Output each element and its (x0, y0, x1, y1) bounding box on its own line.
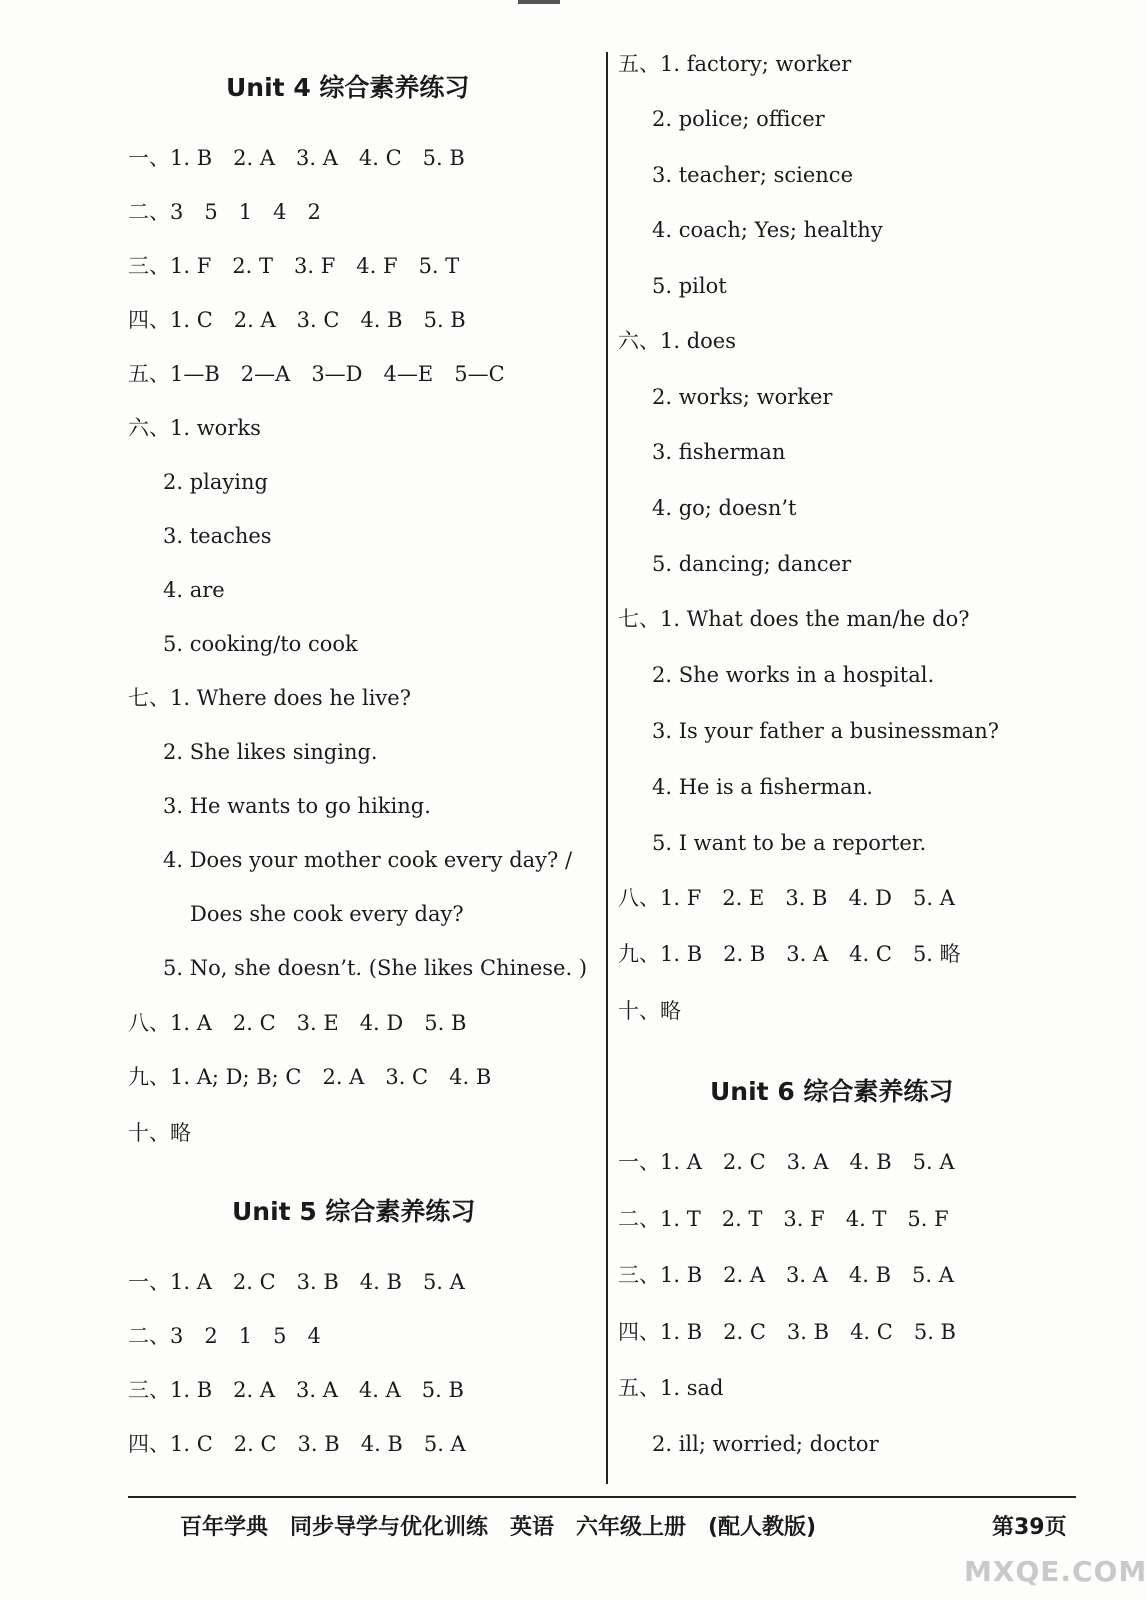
watermark: MXQE.COM (964, 1555, 1147, 1588)
unit5-answer-line: 3. Is your father a businessman? (652, 719, 999, 743)
unit5-answer-line: 4. He is a fisherman. (652, 775, 873, 799)
unit6-title: Unit 6 综合素养练习 (710, 1077, 954, 1106)
unit4-answer-line: 5. cooking/to cook (163, 632, 358, 656)
unit6-answer-line: 四、1. B 2. C 3. B 4. C 5. B (618, 1320, 956, 1344)
unit4-answer-line: 2. playing (163, 470, 268, 494)
unit4-answer-line: 七、1. Where does he live? (128, 686, 411, 710)
footer-rule (128, 1496, 1076, 1498)
unit5-answer-line: 2. police; officer (652, 107, 825, 131)
unit5-answer-line: 3. teacher; science (652, 163, 853, 187)
unit4-answer-line: 九、1. A; D; B; C 2. A 3. C 4. B (128, 1065, 492, 1089)
unit5-answer-line: 4. coach; Yes; healthy (652, 218, 883, 242)
unit4-answer-line: 一、1. B 2. A 3. A 4. C 5. B (128, 146, 465, 170)
unit5-answer-line: 四、1. C 2. C 3. B 4. B 5. A (128, 1432, 466, 1456)
unit5-answer-line: 十、略 (618, 999, 681, 1023)
unit6-answer-line: 2. ill; worried; doctor (652, 1432, 879, 1456)
unit5-answer-line: 七、1. What does the man/he do? (618, 607, 970, 631)
unit4-answer-line: 三、1. F 2. T 3. F 4. F 5. T (128, 254, 460, 278)
unit4-answer-line: Does she cook every day? (190, 902, 464, 926)
unit4-answer-line: 五、1—B 2—A 3—D 4—E 5—C (128, 362, 505, 386)
unit5-answer-line: 五、1. factory; worker (618, 52, 852, 76)
unit4-answer-line: 2. She likes singing. (163, 740, 378, 764)
unit5-title: Unit 5 综合素养练习 (232, 1197, 476, 1226)
unit4-answer-line: 四、1. C 2. A 3. C 4. B 5. B (128, 308, 466, 332)
unit4-answer-line: 六、1. works (128, 416, 261, 440)
unit5-answer-line: 3. fisherman (652, 440, 786, 464)
unit5-answer-line: 4. go; doesn’t (652, 496, 797, 520)
unit6-answer-line: 五、1. sad (618, 1376, 724, 1400)
unit5-answer-line: 三、1. B 2. A 3. A 4. A 5. B (128, 1378, 464, 1402)
unit5-answer-line: 一、1. A 2. C 3. B 4. B 5. A (128, 1270, 465, 1294)
unit5-answer-line: 2. She works in a hospital. (652, 663, 935, 687)
unit4-answer-line: 二、3 5 1 4 2 (128, 200, 321, 224)
unit5-answer-line: 5. dancing; dancer (652, 552, 852, 576)
unit4-title: Unit 4 综合素养练习 (226, 73, 470, 102)
unit5-answer-line: 二、3 2 1 5 4 (128, 1324, 321, 1348)
column-divider (606, 52, 608, 1484)
unit4-answer-line: 4. Does your mother cook every day? / (163, 848, 573, 872)
unit5-answer-line: 5. I want to be a reporter. (652, 831, 927, 855)
unit4-answer-line: 3. He wants to go hiking. (163, 794, 431, 818)
unit5-answer-line: 5. pilot (652, 274, 727, 298)
unit4-answer-line: 十、略 (128, 1121, 191, 1145)
unit6-answer-line: 二、1. T 2. T 3. F 4. T 5. F (618, 1207, 949, 1231)
unit4-answer-line: 八、1. A 2. C 3. E 4. D 5. B (128, 1011, 467, 1035)
unit5-answer-line: 六、1. does (618, 329, 737, 353)
unit4-answer-line: 4. are (163, 578, 225, 602)
unit5-answer-line: 八、1. F 2. E 3. B 4. D 5. A (618, 886, 955, 910)
page-number: 第39页 (992, 1515, 1067, 1540)
unit4-answer-line: 3. teaches (163, 524, 272, 548)
unit5-answer-line: 2. works; worker (652, 385, 833, 409)
book-footer: 百年学典 同步导学与优化训练 英语 六年级上册 (配人教版) (180, 1515, 817, 1540)
top-mark (518, 0, 560, 4)
unit5-answer-line: 九、1. B 2. B 3. A 4. C 5. 略 (618, 942, 961, 966)
unit4-answer-line: 5. No, she doesn’t. (She likes Chinese. ) (163, 956, 588, 980)
unit6-answer-line: 一、1. A 2. C 3. A 4. B 5. A (618, 1150, 955, 1174)
unit6-answer-line: 三、1. B 2. A 3. A 4. B 5. A (618, 1263, 954, 1287)
